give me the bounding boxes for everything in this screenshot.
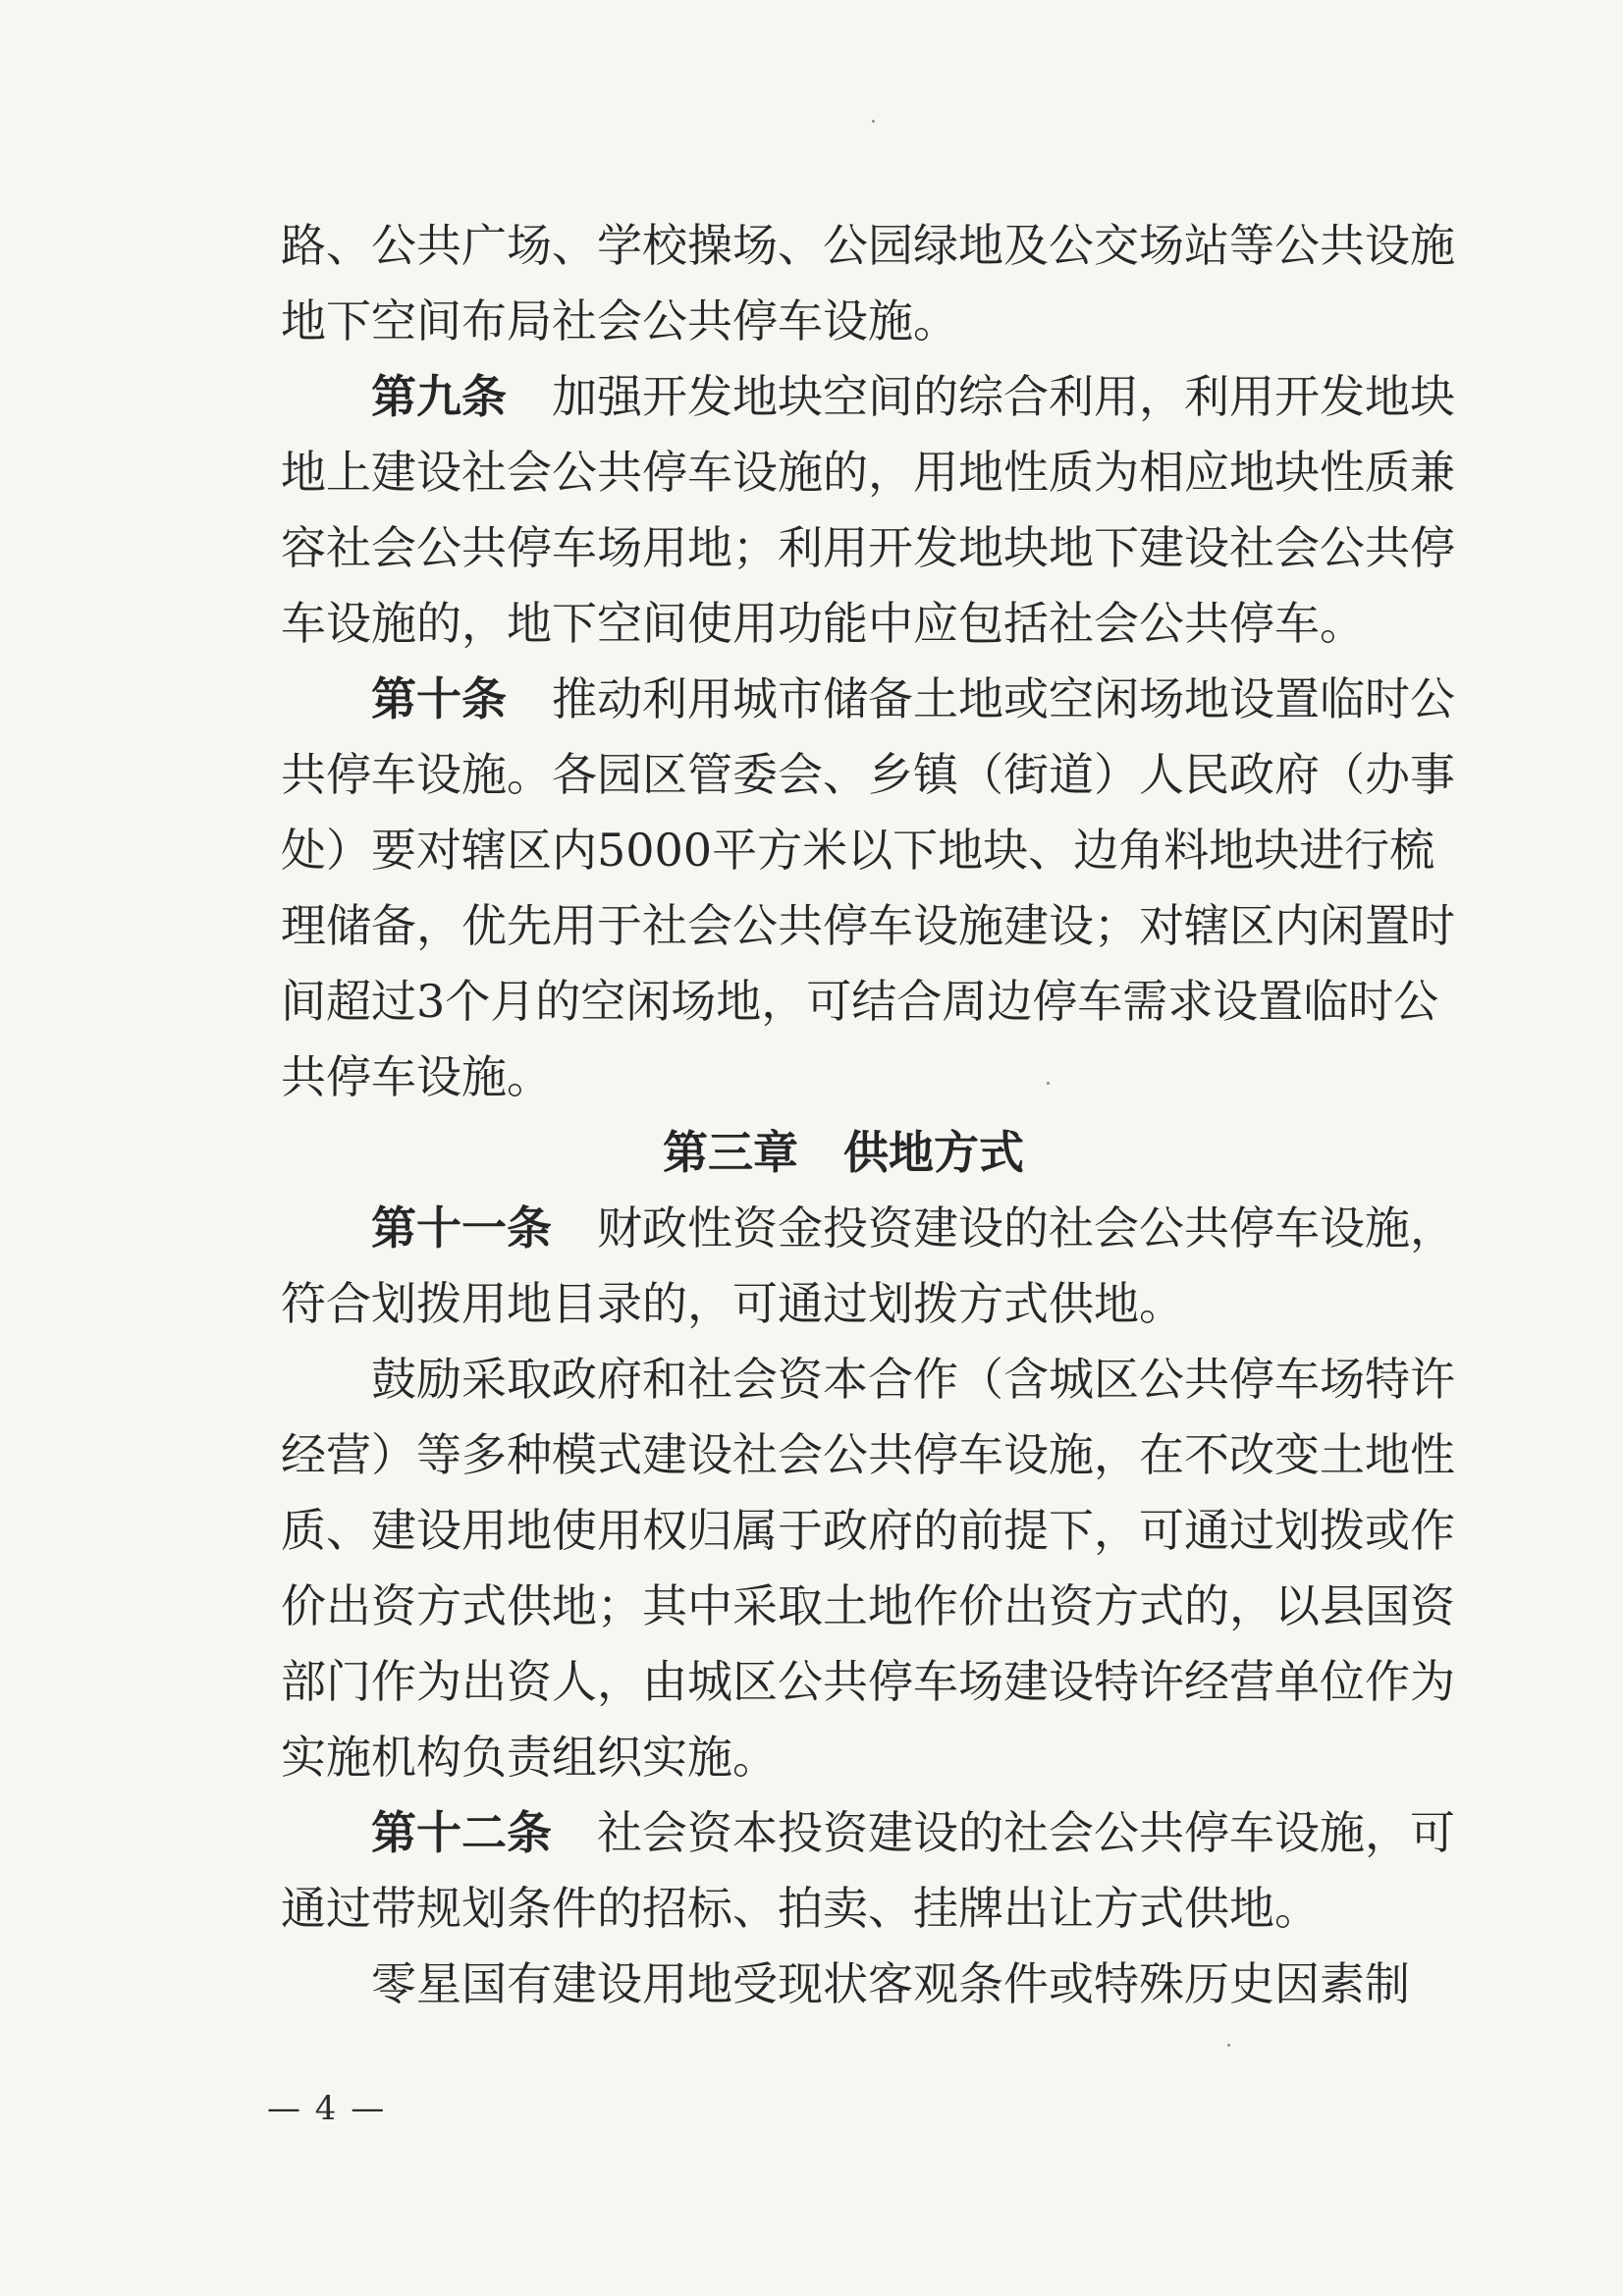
text-line: [281, 964, 1439, 1040]
document-body: [281, 208, 1455, 2022]
text-line: [281, 359, 1455, 435]
article-heading: 第十条: [371, 672, 507, 725]
chapter-number: 第三章: [663, 1126, 798, 1179]
line-text: 间超过3个月的空闲场地，可结合周边停车需求设置临时公: [281, 975, 1439, 1028]
line-text: 价出资方式供地；其中采取土地作价出资方式的，以县国资: [281, 1579, 1455, 1632]
line-text: 共停车设施。各园区管委会、乡镇（街道）人民政府（办事: [281, 748, 1455, 801]
line-text: 质、建设用地使用权归属于政府的前提下，可通过划拨或作: [281, 1504, 1455, 1557]
text-line: [281, 435, 1455, 510]
line-text: 实施机构负责组织实施。: [281, 1731, 778, 1784]
chapter-title: 供地方式: [843, 1126, 1024, 1179]
text-line: [281, 208, 1455, 284]
text-line: [281, 813, 1435, 888]
text-line: [281, 1871, 1406, 1947]
text-line: [281, 1266, 1406, 1342]
text-line: [281, 1795, 1455, 1871]
text-line: [281, 510, 1455, 586]
line-text: 零星国有建设用地受现状客观条件或特殊历史因素制: [371, 1957, 1410, 2010]
text-line: [281, 1644, 1455, 1720]
text-line: [281, 1720, 1406, 1795]
line-text: 经营）等多种模式建设社会公共停车设施，在不改变土地性: [281, 1428, 1455, 1481]
text-line: [281, 1947, 1410, 2022]
text-line: [281, 662, 1455, 737]
text-line: [281, 1417, 1455, 1493]
scan-speck: [1047, 1082, 1050, 1085]
line-text: 共停车设施。: [281, 1050, 552, 1103]
text-line: [281, 1493, 1455, 1569]
line-text: 加强开发地块空间的综合利用，利用开发地块: [552, 370, 1455, 423]
line-text: 社会资本投资建设的社会公共停车设施，可: [597, 1806, 1455, 1859]
text-line: [281, 284, 1406, 359]
line-text: 处）要对辖区内5000平方米以下地块、边角料地块进行梳: [281, 824, 1435, 877]
scan-speck: [872, 120, 875, 123]
line-text: 部门作为出资人，由城区公共停车场建设特许经营单位作为: [281, 1655, 1455, 1708]
chapter-heading: [281, 1115, 1406, 1191]
line-text: 路、公共广场、学校操场、公园绿地及公交场站等公共设施: [281, 219, 1455, 272]
line-text: 理储备，优先用于社会公共停车设施建设；对辖区内闲置时: [281, 899, 1455, 952]
scan-speck: [1227, 2044, 1230, 2047]
page-number: — 4 —: [267, 2089, 387, 2128]
line-text: 车设施的，地下空间使用功能中应包括社会公共停车。: [281, 597, 1365, 650]
line-text: 地下空间布局社会公共停车设施。: [281, 294, 958, 347]
text-line: [281, 737, 1455, 813]
line-text: 鼓励采取政府和社会资本合作（含城区公共停车场特许: [371, 1353, 1455, 1406]
text-line: [281, 586, 1406, 662]
text-line: [281, 1342, 1455, 1417]
line-text: 通过带规划条件的招标、拍卖、挂牌出让方式供地。: [281, 1882, 1320, 1935]
line-text: 容社会公共停车场用地；利用开发地块地下建设社会公共停: [281, 521, 1455, 574]
line-text: 符合划拨用地目录的，可通过划拨方式供地。: [281, 1277, 1184, 1330]
line-text: 推动利用城市储备土地或空闲场地设置临时公: [552, 672, 1455, 725]
text-line: [281, 1191, 1455, 1266]
text-line: [281, 1040, 1406, 1115]
article-heading: 第十二条: [371, 1806, 552, 1859]
line-text: 地上建设社会公共停车设施的，用地性质为相应地块性质兼: [281, 446, 1455, 499]
article-heading: 第九条: [371, 370, 507, 423]
article-heading: 第十一条: [371, 1201, 552, 1255]
text-line: [281, 888, 1455, 964]
text-line: [281, 1569, 1455, 1644]
line-text: 财政性资金投资建设的社会公共停车设施，: [597, 1201, 1455, 1255]
